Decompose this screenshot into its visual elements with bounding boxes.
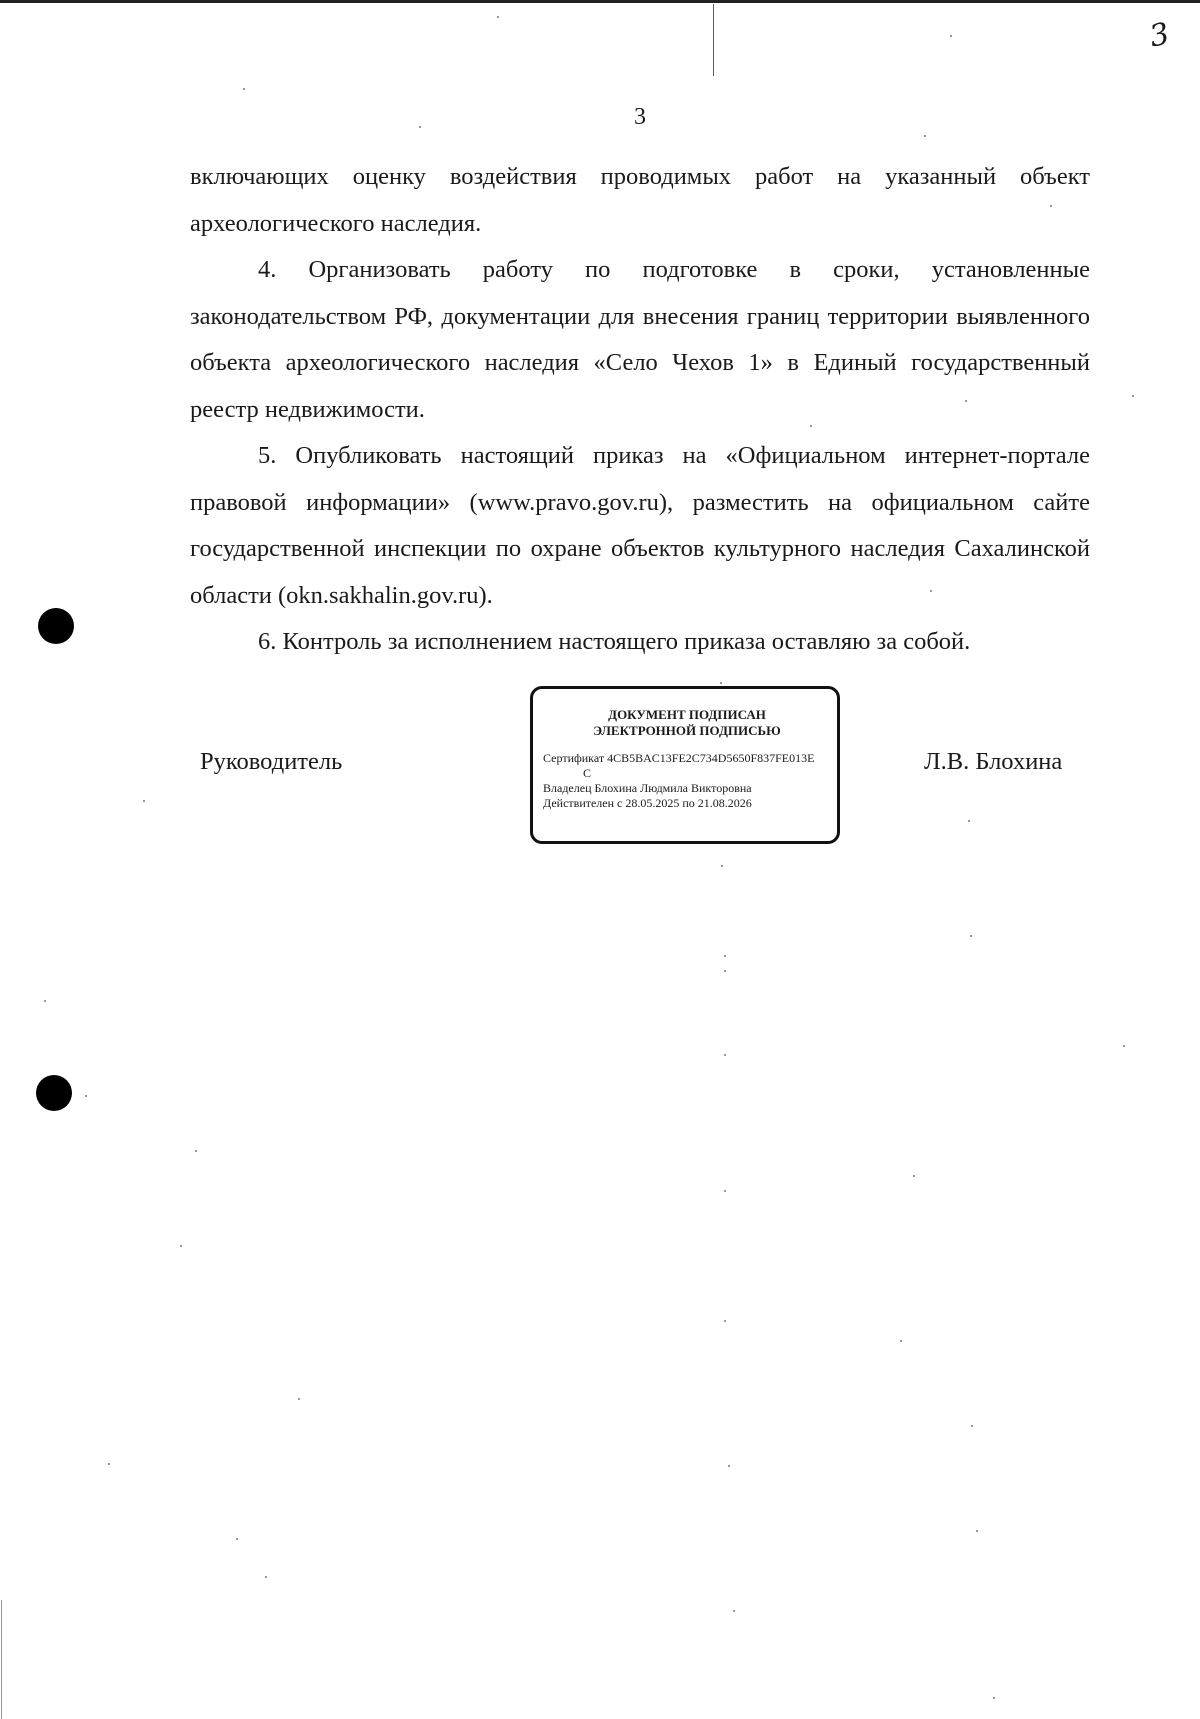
- top-scan-rule: [0, 0, 1200, 3]
- document-body: [190, 154, 1090, 666]
- scan-speckle: [195, 1150, 197, 1152]
- scan-speckle: [924, 135, 926, 137]
- page-number: 3: [634, 104, 646, 130]
- scan-speckle: [724, 1320, 726, 1322]
- scan-speckle: [143, 800, 145, 802]
- scan-speckle: [265, 1576, 267, 1578]
- signer-name: Л.В. Блохина: [924, 748, 1063, 775]
- scan-speckle: [724, 955, 726, 957]
- scan-edge-line: [1, 1600, 2, 1719]
- paragraph-item-5: 5. Опубликовать настоящий приказ на «Официальном интернет-портале правовой информации» (www.pravo.gov.ru), разместить на официальном сайте государственной инспекции по охране объектов культурного наследия Сахалинской области (okn.sakhalin.gov.ru).: [190, 442, 1090, 609]
- signer-title: Руководитель: [200, 748, 343, 775]
- scan-speckle: [965, 400, 967, 402]
- scan-speckle: [971, 1425, 973, 1427]
- paragraph-item-6: 6. Контроль за исполнением настоящего приказа оставляю за собой.: [258, 628, 971, 655]
- paragraph-item-4: 4. Организовать работу по подготовке в сроки, установленные законодательством РФ, документации для внесения границ территории выявленного объекта археологического наследия «Село Чехов 1» в Единый государственный реестр недвижимости.: [190, 256, 1090, 423]
- scan-speckle: [968, 820, 970, 822]
- paragraph-continuation: включающих оценку воздействия проводимых работ на указанный объект археологического наследия.: [190, 163, 1090, 237]
- electronic-signature-stamp: [530, 686, 840, 844]
- scan-speckle: [810, 425, 812, 427]
- scan-speckle: [180, 1245, 182, 1247]
- scan-speckle: [1123, 1045, 1125, 1047]
- scan-speckle: [900, 1340, 902, 1342]
- scan-speckle: [497, 16, 499, 18]
- scan-speckle: [976, 1530, 978, 1532]
- scan-speckle: [44, 1000, 46, 1002]
- scan-speckle: [724, 970, 726, 972]
- stamp-title-line2: ЭЛЕКТРОННОЙ ПОДПИСЬЮ: [593, 723, 781, 738]
- scan-speckle: [970, 935, 972, 937]
- scan-speckle: [298, 1398, 300, 1400]
- scan-speckle: [724, 1054, 726, 1056]
- scan-speckle: [728, 1465, 730, 1467]
- scan-speckle: [236, 1538, 238, 1540]
- scan-speckle: [930, 590, 932, 592]
- scan-speckle: [733, 1610, 735, 1612]
- stamp-title-line1: ДОКУМЕНТ ПОДПИСАН: [608, 707, 766, 722]
- scan-speckle: [724, 1190, 726, 1192]
- scan-speckle: [243, 88, 245, 90]
- scan-speckle: [1050, 205, 1052, 207]
- scan-speckle: [913, 1175, 915, 1177]
- scan-speckle: [721, 865, 723, 867]
- scan-speckle: [1132, 395, 1134, 397]
- scan-speckle: [720, 682, 722, 684]
- scan-speckle: [85, 1095, 87, 1097]
- scan-speckle: [950, 35, 952, 37]
- handwritten-page-mark: 3: [1146, 16, 1173, 55]
- scan-speckle: [419, 126, 421, 128]
- stamp-certificate: Сертификат 4CB5BAC13FE2C734D5650F837FE013E: [543, 751, 815, 765]
- scan-speckle: [993, 1697, 995, 1699]
- punch-hole-icon: [38, 608, 74, 644]
- scan-speckle: [108, 1463, 110, 1465]
- stamp-validity: Действителен с 28.05.2025 по 21.08.2026: [543, 796, 752, 810]
- binding-mark: [713, 4, 714, 76]
- punch-hole-icon: [36, 1075, 72, 1111]
- stamp-certificate-tail: C: [583, 766, 592, 780]
- stamp-owner: Владелец Блохина Людмила Викторовна: [543, 781, 752, 795]
